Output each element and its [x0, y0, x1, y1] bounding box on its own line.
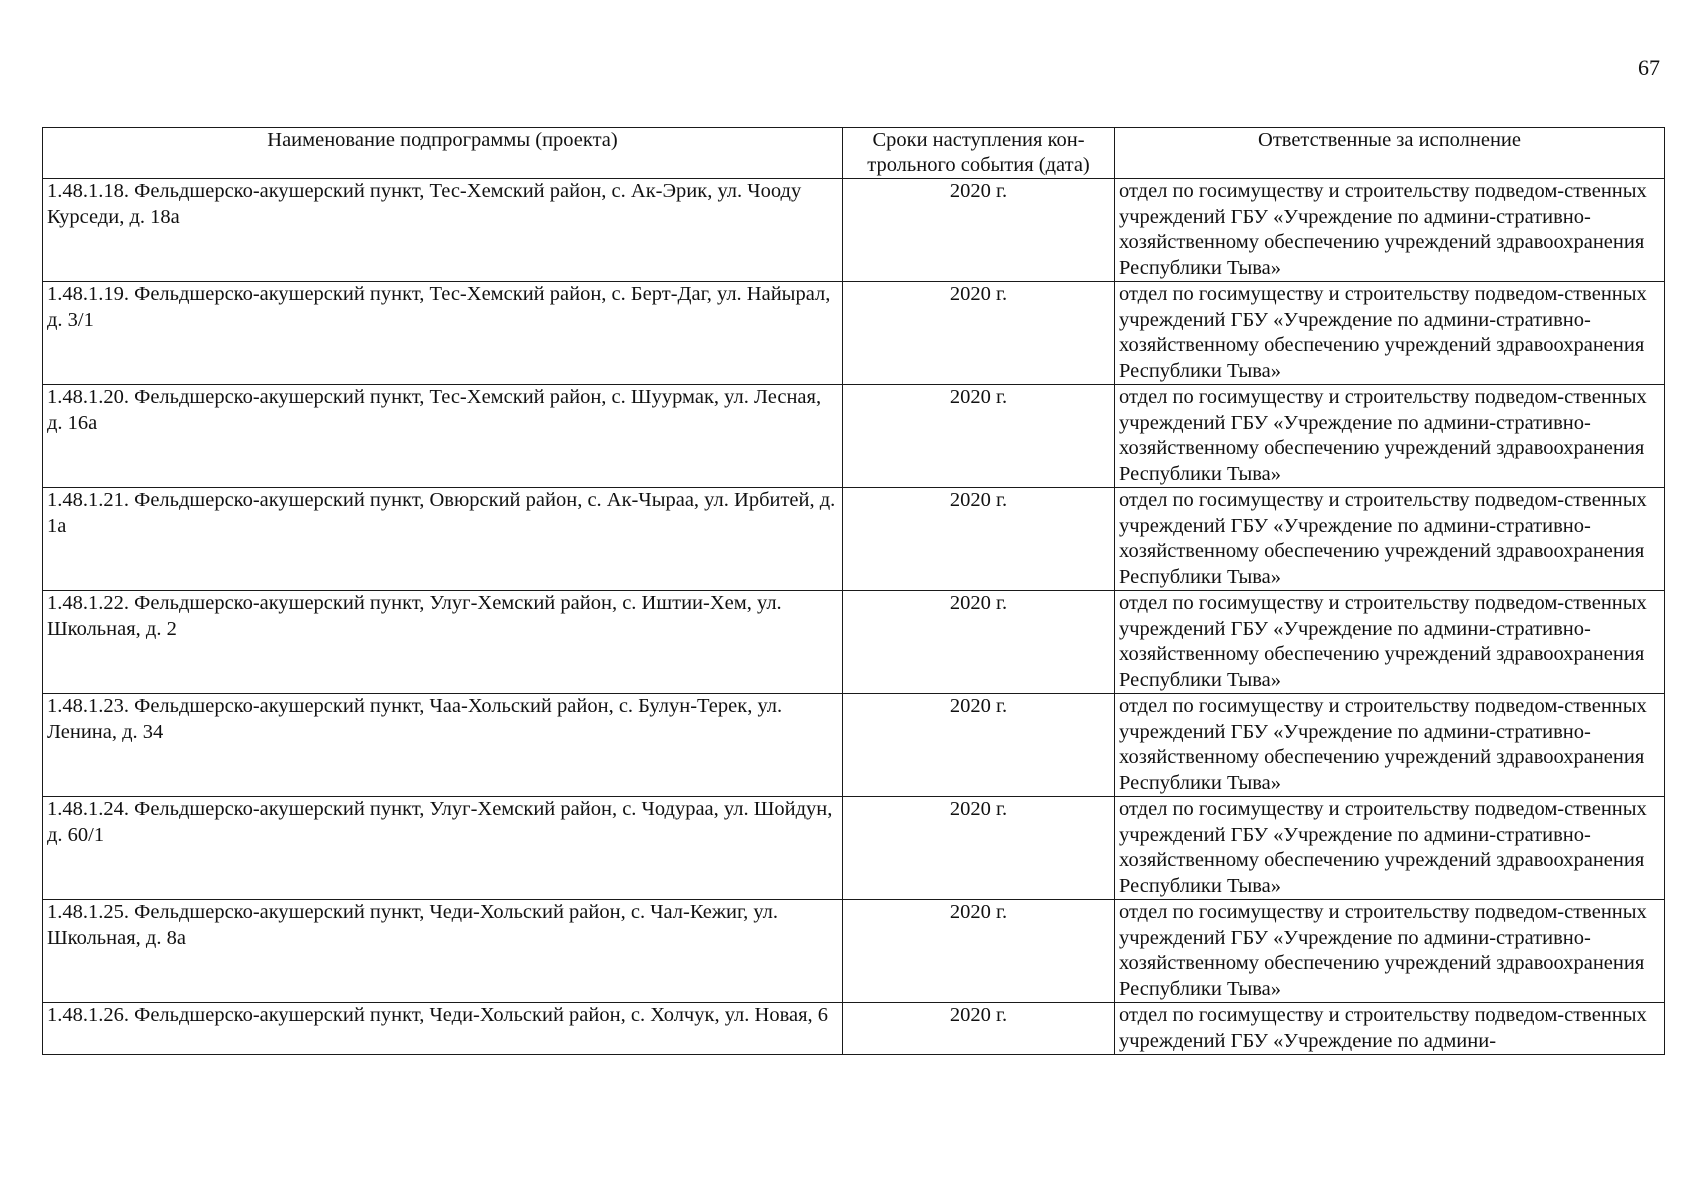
header-date: Сроки наступления кон-трольного события (дата)	[843, 128, 1115, 179]
cell-responsible: отдел по госимуществу и строительству подведом-ственных учреждений ГБУ «Учреждение по админи-стративно-хозяйственному обеспечению учреждений здравоохранения Республики Тыва»	[1115, 385, 1665, 488]
table-row	[43, 488, 1665, 591]
cell-responsible: отдел по госимуществу и строительству подведом-ственных учреждений ГБУ «Учреждение по админи-стративно-хозяйственному обеспечению учреждений здравоохранения Республики Тыва»	[1115, 797, 1665, 900]
page-number: 67	[1638, 55, 1660, 80]
cell-date: 2020 г.	[843, 488, 1115, 591]
cell-name: 1.48.1.19. Фельдшерско-акушерский пункт, Тес-Хемский район, с. Берт-Даг, ул. Найырал, д. 3/1	[43, 282, 843, 385]
table-row	[43, 900, 1665, 1003]
cell-responsible: отдел по госимуществу и строительству подведом-ственных учреждений ГБУ «Учреждение по админи-стративно-хозяйственному обеспечению учреждений здравоохранения Республики Тыва»	[1115, 179, 1665, 282]
cell-date: 2020 г.	[843, 591, 1115, 694]
cell-responsible: отдел по госимуществу и строительству подведом-ственных учреждений ГБУ «Учреждение по админи-стративно-хозяйственному обеспечению учреждений здравоохранения Республики Тыва»	[1115, 694, 1665, 797]
table-header	[43, 128, 1665, 179]
table-row	[43, 385, 1665, 488]
table-row	[43, 1003, 1665, 1055]
table-row	[43, 179, 1665, 282]
cell-responsible: отдел по госимуществу и строительству подведом-ственных учреждений ГБУ «Учреждение по админи-стративно-хозяйственному обеспечению учреждений здравоохранения Республики Тыва»	[1115, 900, 1665, 1003]
cell-date: 2020 г.	[843, 179, 1115, 282]
cell-name: 1.48.1.24. Фельдшерско-акушерский пункт, Улуг-Хемский район, с. Чодураа, ул. Шойдун, д. 60/1	[43, 797, 843, 900]
cell-date: 2020 г.	[843, 694, 1115, 797]
cell-name: 1.48.1.22. Фельдшерско-акушерский пункт, Улуг-Хемский район, с. Иштии-Хем, ул. Школьная, д. 2	[43, 591, 843, 694]
header-responsible: Ответственные за исполнение	[1115, 128, 1665, 179]
cell-date: 2020 г.	[843, 797, 1115, 900]
cell-name: 1.48.1.25. Фельдшерско-акушерский пункт, Чеди-Хольский район, с. Чал-Кежиг, ул. Школьная, д. 8а	[43, 900, 843, 1003]
table-row	[43, 797, 1665, 900]
cell-name: 1.48.1.23. Фельдшерско-акушерский пункт, Чаа-Хольский район, с. Булун-Терек, ул. Ленина, д. 34	[43, 694, 843, 797]
cell-responsible: отдел по госимуществу и строительству подведом-ственных учреждений ГБУ «Учреждение по админи-стративно-хозяйственному обеспечению учреждений здравоохранения Республики Тыва»	[1115, 282, 1665, 385]
header-name: Наименование подпрограммы (проекта)	[43, 128, 843, 179]
cell-name: 1.48.1.26. Фельдшерско-акушерский пункт, Чеди-Хольский район, с. Холчук, ул. Новая, 6	[43, 1003, 843, 1055]
cell-name: 1.48.1.18. Фельдшерско-акушерский пункт, Тес-Хемский район, с. Ак-Эрик, ул. Чооду Курседи, д. 18а	[43, 179, 843, 282]
cell-date: 2020 г.	[843, 900, 1115, 1003]
cell-name: 1.48.1.21. Фельдшерско-акушерский пункт, Овюрский район, с. Ак-Чыраа, ул. Ирбитей, д. 1а	[43, 488, 843, 591]
cell-responsible: отдел по госимуществу и строительству подведом-ственных учреждений ГБУ «Учреждение по админи-	[1115, 1003, 1665, 1055]
cell-date: 2020 г.	[843, 282, 1115, 385]
table-body	[43, 179, 1665, 1055]
table-row	[43, 591, 1665, 694]
cell-responsible: отдел по госимуществу и строительству подведом-ственных учреждений ГБУ «Учреждение по админи-стративно-хозяйственному обеспечению учреждений здравоохранения Республики Тыва»	[1115, 591, 1665, 694]
header-row	[43, 128, 1665, 179]
table-row	[43, 282, 1665, 385]
table-row	[43, 694, 1665, 797]
cell-responsible: отдел по госимуществу и строительству подведом-ственных учреждений ГБУ «Учреждение по админи-стративно-хозяйственному обеспечению учреждений здравоохранения Республики Тыва»	[1115, 488, 1665, 591]
cell-date: 2020 г.	[843, 1003, 1115, 1055]
cell-date: 2020 г.	[843, 385, 1115, 488]
cell-name: 1.48.1.20. Фельдшерско-акушерский пункт, Тес-Хемский район, с. Шуурмак, ул. Лесная, д. 16а	[43, 385, 843, 488]
program-table	[42, 127, 1665, 1055]
